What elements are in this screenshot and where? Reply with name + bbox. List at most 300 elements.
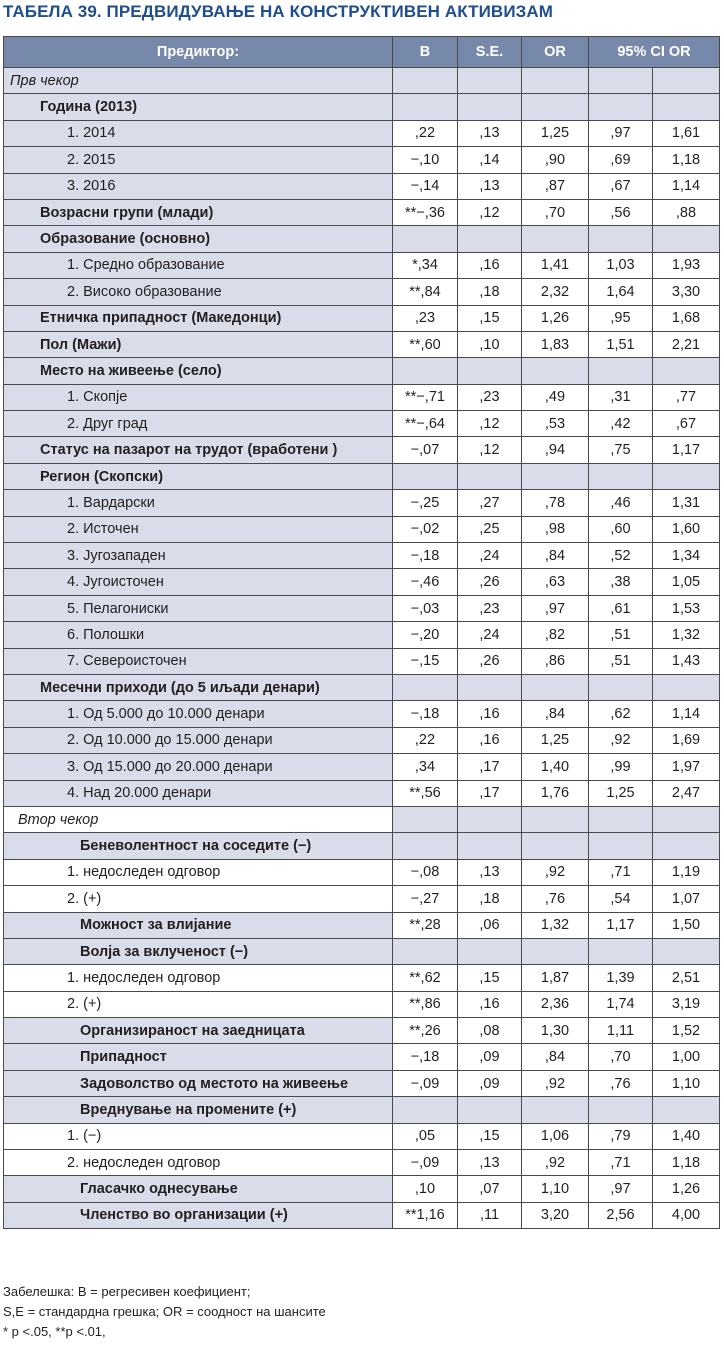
std-error: ,09 xyxy=(458,1044,522,1070)
ci-lower: ,46 xyxy=(589,490,653,516)
table-row xyxy=(4,965,720,991)
predictor-label: 3. Југозападен xyxy=(4,543,393,569)
ci-upper: 4,00 xyxy=(653,1202,720,1228)
table-row xyxy=(4,147,720,173)
odds-ratio: 1,25 xyxy=(522,120,589,146)
ci-lower xyxy=(589,68,653,94)
ci-lower: ,99 xyxy=(589,754,653,780)
coef-b xyxy=(393,833,458,859)
table-row xyxy=(4,938,720,964)
coef-b: **,56 xyxy=(393,780,458,806)
coef-b: −,08 xyxy=(393,859,458,885)
table-row xyxy=(4,173,720,199)
ci-lower: ,61 xyxy=(589,595,653,621)
ci-upper: 1,97 xyxy=(653,754,720,780)
table-row xyxy=(4,886,720,912)
odds-ratio: 1,26 xyxy=(522,305,589,331)
table-row xyxy=(4,226,720,252)
ci-upper: 1,32 xyxy=(653,622,720,648)
table-row xyxy=(4,68,720,94)
header-b: B xyxy=(393,37,458,68)
std-error: ,10 xyxy=(458,331,522,357)
predictor-label: 3. 2016 xyxy=(4,173,393,199)
odds-ratio xyxy=(522,68,589,94)
coef-b: *,34 xyxy=(393,252,458,278)
ci-lower xyxy=(589,1097,653,1123)
coef-b xyxy=(393,226,458,252)
ci-upper: 1,43 xyxy=(653,648,720,674)
ci-lower: 1,17 xyxy=(589,912,653,938)
coef-b xyxy=(393,674,458,700)
ci-lower xyxy=(589,833,653,859)
predictor-label: 2. недоследен одговор xyxy=(4,1150,393,1176)
predictor-label: Организираност на заедницата xyxy=(4,1018,393,1044)
ci-upper xyxy=(653,68,720,94)
std-error: ,14 xyxy=(458,147,522,173)
predictor-label: 5. Пелагониски xyxy=(4,595,393,621)
table-row xyxy=(4,411,720,437)
predictor-label: Беневолентност на соседите (−) xyxy=(4,833,393,859)
std-error: ,09 xyxy=(458,1070,522,1096)
ci-upper: 1,05 xyxy=(653,569,720,595)
ci-upper xyxy=(653,938,720,964)
std-error: ,26 xyxy=(458,648,522,674)
coef-b: −,14 xyxy=(393,173,458,199)
odds-ratio: ,63 xyxy=(522,569,589,595)
ci-lower: 1,39 xyxy=(589,965,653,991)
std-error: ,08 xyxy=(458,1018,522,1044)
std-error: ,13 xyxy=(458,859,522,885)
ci-upper: 2,51 xyxy=(653,965,720,991)
ci-lower: ,51 xyxy=(589,622,653,648)
ci-upper xyxy=(653,806,720,832)
coef-b: −,27 xyxy=(393,886,458,912)
predictor-label: Пол (Мажи) xyxy=(4,331,393,357)
coef-b: **,84 xyxy=(393,279,458,305)
ci-lower xyxy=(589,358,653,384)
predictor-label: 1. (−) xyxy=(4,1123,393,1149)
regression-table xyxy=(3,36,720,1229)
coef-b: **,28 xyxy=(393,912,458,938)
predictor-label: 2. Источен xyxy=(4,516,393,542)
ci-lower: ,70 xyxy=(589,1044,653,1070)
ci-upper xyxy=(653,226,720,252)
std-error xyxy=(458,226,522,252)
odds-ratio: ,92 xyxy=(522,859,589,885)
std-error xyxy=(458,674,522,700)
ci-upper: 1,19 xyxy=(653,859,720,885)
coef-b: −,10 xyxy=(393,147,458,173)
odds-ratio: 3,20 xyxy=(522,1202,589,1228)
predictor-label: 2. Од 10.000 до 15.000 денари xyxy=(4,727,393,753)
predictor-label: Образование (основно) xyxy=(4,226,393,252)
ci-upper xyxy=(653,674,720,700)
table-row xyxy=(4,780,720,806)
std-error: ,12 xyxy=(458,411,522,437)
coef-b xyxy=(393,463,458,489)
std-error xyxy=(458,806,522,832)
footnote-line: Забелешка: B = регресивен коефициент; xyxy=(3,1284,251,1299)
table-row xyxy=(4,833,720,859)
ci-upper: 1,07 xyxy=(653,886,720,912)
predictor-label: 2. 2015 xyxy=(4,147,393,173)
ci-upper xyxy=(653,833,720,859)
ci-upper: 1,60 xyxy=(653,516,720,542)
odds-ratio: ,98 xyxy=(522,516,589,542)
footnotes xyxy=(3,1282,326,1342)
header-predictor: Предиктор: xyxy=(4,37,393,68)
ci-upper: 1,00 xyxy=(653,1044,720,1070)
coef-b: −,09 xyxy=(393,1070,458,1096)
odds-ratio: ,92 xyxy=(522,1070,589,1096)
ci-lower: ,38 xyxy=(589,569,653,595)
predictor-label: Возрасни групи (млади) xyxy=(4,199,393,225)
std-error xyxy=(458,938,522,964)
std-error: ,15 xyxy=(458,1123,522,1149)
table-row xyxy=(4,252,720,278)
odds-ratio: 1,06 xyxy=(522,1123,589,1149)
coef-b: −,18 xyxy=(393,543,458,569)
ci-upper: 3,30 xyxy=(653,279,720,305)
table-row xyxy=(4,1123,720,1149)
ci-lower xyxy=(589,674,653,700)
ci-lower: 1,25 xyxy=(589,780,653,806)
table-row xyxy=(4,1018,720,1044)
table-row xyxy=(4,701,720,727)
std-error: ,12 xyxy=(458,437,522,463)
coef-b xyxy=(393,68,458,94)
ci-upper: 1,50 xyxy=(653,912,720,938)
predictor-label: Статус на пазарот на трудот (вработени ) xyxy=(4,437,393,463)
table-row xyxy=(4,595,720,621)
coef-b: **−,36 xyxy=(393,199,458,225)
ci-upper: 1,68 xyxy=(653,305,720,331)
table-row xyxy=(4,1150,720,1176)
ci-lower: 2,56 xyxy=(589,1202,653,1228)
table-row xyxy=(4,384,720,410)
odds-ratio xyxy=(522,938,589,964)
predictor-label: Вреднување на промените (+) xyxy=(4,1097,393,1123)
ci-lower: ,51 xyxy=(589,648,653,674)
predictor-label: 2. (+) xyxy=(4,991,393,1017)
table-header-row xyxy=(4,37,720,68)
table-row xyxy=(4,569,720,595)
predictor-label: 3. Од 15.000 до 20.000 денари xyxy=(4,754,393,780)
ci-lower: 1,74 xyxy=(589,991,653,1017)
ci-upper: 1,34 xyxy=(653,543,720,569)
coef-b: ,22 xyxy=(393,120,458,146)
std-error xyxy=(458,358,522,384)
odds-ratio: ,84 xyxy=(522,701,589,727)
ci-lower: ,67 xyxy=(589,173,653,199)
std-error: ,16 xyxy=(458,701,522,727)
std-error: ,13 xyxy=(458,1150,522,1176)
predictor-label: 4. Југоисточен xyxy=(4,569,393,595)
ci-lower: ,54 xyxy=(589,886,653,912)
odds-ratio: ,92 xyxy=(522,1150,589,1176)
coef-b: −,03 xyxy=(393,595,458,621)
table-row xyxy=(4,305,720,331)
table-row xyxy=(4,331,720,357)
predictor-label: 1. Вардарски xyxy=(4,490,393,516)
ci-upper xyxy=(653,358,720,384)
std-error xyxy=(458,833,522,859)
ci-lower: ,62 xyxy=(589,701,653,727)
table-body xyxy=(4,68,720,1229)
odds-ratio xyxy=(522,1097,589,1123)
coef-b: ,23 xyxy=(393,305,458,331)
ci-upper: 1,18 xyxy=(653,1150,720,1176)
odds-ratio: ,84 xyxy=(522,1044,589,1070)
predictor-label: 2. Друг град xyxy=(4,411,393,437)
odds-ratio: 1,25 xyxy=(522,727,589,753)
table-row xyxy=(4,622,720,648)
std-error: ,17 xyxy=(458,780,522,806)
odds-ratio: ,76 xyxy=(522,886,589,912)
table-row xyxy=(4,991,720,1017)
predictor-label: 6. Полошки xyxy=(4,622,393,648)
table-row xyxy=(4,358,720,384)
predictor-label: Задоволство од местото на живеење xyxy=(4,1070,393,1096)
ci-lower: ,71 xyxy=(589,859,653,885)
odds-ratio: 1,76 xyxy=(522,780,589,806)
std-error: ,26 xyxy=(458,569,522,595)
coef-b xyxy=(393,94,458,120)
std-error xyxy=(458,68,522,94)
odds-ratio: 1,10 xyxy=(522,1176,589,1202)
predictor-label: Гласачко однесување xyxy=(4,1176,393,1202)
predictor-label: Прв чекор xyxy=(4,68,393,94)
coef-b: **−,71 xyxy=(393,384,458,410)
table-row xyxy=(4,1070,720,1096)
predictor-label: 1. 2014 xyxy=(4,120,393,146)
coef-b: **−,64 xyxy=(393,411,458,437)
std-error xyxy=(458,463,522,489)
ci-upper: 1,93 xyxy=(653,252,720,278)
table-row xyxy=(4,912,720,938)
std-error: ,12 xyxy=(458,199,522,225)
ci-lower xyxy=(589,806,653,832)
ci-lower xyxy=(589,463,653,489)
predictor-label: 2. Високо образование xyxy=(4,279,393,305)
std-error: ,15 xyxy=(458,965,522,991)
odds-ratio xyxy=(522,674,589,700)
table-title: ТАБЕЛА 39. ПРЕДВИДУВАЊЕ НА КОНСТРУКТИВЕН АКТИВИЗАМ xyxy=(3,2,554,21)
ci-upper: 1,10 xyxy=(653,1070,720,1096)
std-error: ,13 xyxy=(458,120,522,146)
ci-upper: 1,17 xyxy=(653,437,720,463)
std-error: ,16 xyxy=(458,991,522,1017)
odds-ratio: 2,36 xyxy=(522,991,589,1017)
odds-ratio: ,53 xyxy=(522,411,589,437)
predictor-label: Година (2013) xyxy=(4,94,393,120)
std-error: ,16 xyxy=(458,727,522,753)
coef-b: ,22 xyxy=(393,727,458,753)
ci-upper: 2,21 xyxy=(653,331,720,357)
header-or: OR xyxy=(522,37,589,68)
ci-upper: 1,31 xyxy=(653,490,720,516)
std-error xyxy=(458,1097,522,1123)
odds-ratio: ,49 xyxy=(522,384,589,410)
table-row xyxy=(4,199,720,225)
header-se: S.E. xyxy=(458,37,522,68)
ci-upper: 1,69 xyxy=(653,727,720,753)
ci-lower: ,79 xyxy=(589,1123,653,1149)
ci-lower: 1,03 xyxy=(589,252,653,278)
ci-upper: 1,18 xyxy=(653,147,720,173)
table-row xyxy=(4,516,720,542)
predictor-label: 1. Средно образование xyxy=(4,252,393,278)
coef-b: −,18 xyxy=(393,1044,458,1070)
table-row xyxy=(4,120,720,146)
table-row xyxy=(4,754,720,780)
predictor-label: Етничка припадност (Македонци) xyxy=(4,305,393,331)
predictor-label: Месечни приходи (до 5 иљади денари) xyxy=(4,674,393,700)
std-error: ,23 xyxy=(458,595,522,621)
coef-b: ,05 xyxy=(393,1123,458,1149)
coef-b xyxy=(393,806,458,832)
ci-lower: ,92 xyxy=(589,727,653,753)
odds-ratio: ,84 xyxy=(522,543,589,569)
predictor-label: 1. Скопје xyxy=(4,384,393,410)
coef-b: ,34 xyxy=(393,754,458,780)
odds-ratio: ,90 xyxy=(522,147,589,173)
ci-lower: 1,64 xyxy=(589,279,653,305)
std-error: ,27 xyxy=(458,490,522,516)
ci-lower: 1,51 xyxy=(589,331,653,357)
table-row xyxy=(4,806,720,832)
ci-upper: ,77 xyxy=(653,384,720,410)
ci-lower xyxy=(589,938,653,964)
coef-b xyxy=(393,358,458,384)
odds-ratio xyxy=(522,463,589,489)
ci-lower: 1,11 xyxy=(589,1018,653,1044)
table-row xyxy=(4,1044,720,1070)
coef-b: **1,16 xyxy=(393,1202,458,1228)
coef-b: −,46 xyxy=(393,569,458,595)
odds-ratio xyxy=(522,358,589,384)
ci-lower: ,76 xyxy=(589,1070,653,1096)
ci-lower: ,97 xyxy=(589,120,653,146)
ci-upper xyxy=(653,1097,720,1123)
coef-b: **,60 xyxy=(393,331,458,357)
table-row xyxy=(4,1097,720,1123)
coef-b: −,20 xyxy=(393,622,458,648)
odds-ratio: ,78 xyxy=(522,490,589,516)
ci-lower: ,31 xyxy=(589,384,653,410)
predictor-label: 1. Од 5.000 до 10.000 денари xyxy=(4,701,393,727)
predictor-label: Членство во организации (+) xyxy=(4,1202,393,1228)
table-row xyxy=(4,1176,720,1202)
ci-lower: ,52 xyxy=(589,543,653,569)
table-row xyxy=(4,859,720,885)
std-error: ,23 xyxy=(458,384,522,410)
predictor-label: 7. Североисточен xyxy=(4,648,393,674)
table-row xyxy=(4,727,720,753)
ci-lower xyxy=(589,94,653,120)
ci-upper xyxy=(653,94,720,120)
ci-upper: 1,61 xyxy=(653,120,720,146)
odds-ratio: 2,32 xyxy=(522,279,589,305)
odds-ratio: ,94 xyxy=(522,437,589,463)
footnote-line: S,E = стандардна грешка; OR = соодност на шансите xyxy=(3,1304,326,1319)
odds-ratio: ,87 xyxy=(522,173,589,199)
ci-lower xyxy=(589,226,653,252)
odds-ratio: 1,30 xyxy=(522,1018,589,1044)
std-error: ,13 xyxy=(458,173,522,199)
odds-ratio: 1,32 xyxy=(522,912,589,938)
coef-b xyxy=(393,938,458,964)
predictor-label: 4. Над 20.000 денари xyxy=(4,780,393,806)
ci-upper: ,67 xyxy=(653,411,720,437)
header-ci: 95% CI OR xyxy=(589,37,720,68)
coef-b: **,62 xyxy=(393,965,458,991)
coef-b: −,18 xyxy=(393,701,458,727)
table-row xyxy=(4,648,720,674)
predictor-label: 1. недоследен одговор xyxy=(4,859,393,885)
std-error: ,18 xyxy=(458,886,522,912)
std-error: ,25 xyxy=(458,516,522,542)
predictor-label: 2. (+) xyxy=(4,886,393,912)
footnote-line: * p <.05, **p <.01, xyxy=(3,1324,106,1339)
table-row xyxy=(4,437,720,463)
std-error: ,18 xyxy=(458,279,522,305)
ci-upper: 1,53 xyxy=(653,595,720,621)
odds-ratio: 1,41 xyxy=(522,252,589,278)
coef-b: −,09 xyxy=(393,1150,458,1176)
ci-lower: ,97 xyxy=(589,1176,653,1202)
odds-ratio: 1,83 xyxy=(522,331,589,357)
table-row xyxy=(4,94,720,120)
std-error: ,11 xyxy=(458,1202,522,1228)
odds-ratio: ,86 xyxy=(522,648,589,674)
predictor-label: Место на живеење (село) xyxy=(4,358,393,384)
ci-lower: ,42 xyxy=(589,411,653,437)
coef-b: −,02 xyxy=(393,516,458,542)
table-row xyxy=(4,543,720,569)
ci-lower: ,95 xyxy=(589,305,653,331)
odds-ratio xyxy=(522,226,589,252)
predictor-label: Регион (Скопски) xyxy=(4,463,393,489)
odds-ratio xyxy=(522,833,589,859)
predictor-label: Можност за влијание xyxy=(4,912,393,938)
ci-upper: 1,14 xyxy=(653,173,720,199)
ci-upper: 1,26 xyxy=(653,1176,720,1202)
predictor-label: Втор чекор xyxy=(4,806,393,832)
ci-upper: 1,40 xyxy=(653,1123,720,1149)
predictor-label: 1. недоследен одговор xyxy=(4,965,393,991)
table-row xyxy=(4,674,720,700)
std-error: ,24 xyxy=(458,622,522,648)
ci-lower: ,71 xyxy=(589,1150,653,1176)
std-error: ,17 xyxy=(458,754,522,780)
ci-lower: ,75 xyxy=(589,437,653,463)
odds-ratio: ,82 xyxy=(522,622,589,648)
predictor-label: Волја за вклученост (−) xyxy=(4,938,393,964)
ci-upper: ,88 xyxy=(653,199,720,225)
std-error xyxy=(458,94,522,120)
ci-upper: 1,52 xyxy=(653,1018,720,1044)
ci-upper: 3,19 xyxy=(653,991,720,1017)
ci-lower: ,60 xyxy=(589,516,653,542)
std-error: ,07 xyxy=(458,1176,522,1202)
predictor-label: Припадност xyxy=(4,1044,393,1070)
table-row xyxy=(4,463,720,489)
coef-b: **,26 xyxy=(393,1018,458,1044)
ci-lower: ,56 xyxy=(589,199,653,225)
odds-ratio: 1,87 xyxy=(522,965,589,991)
coef-b: −,15 xyxy=(393,648,458,674)
